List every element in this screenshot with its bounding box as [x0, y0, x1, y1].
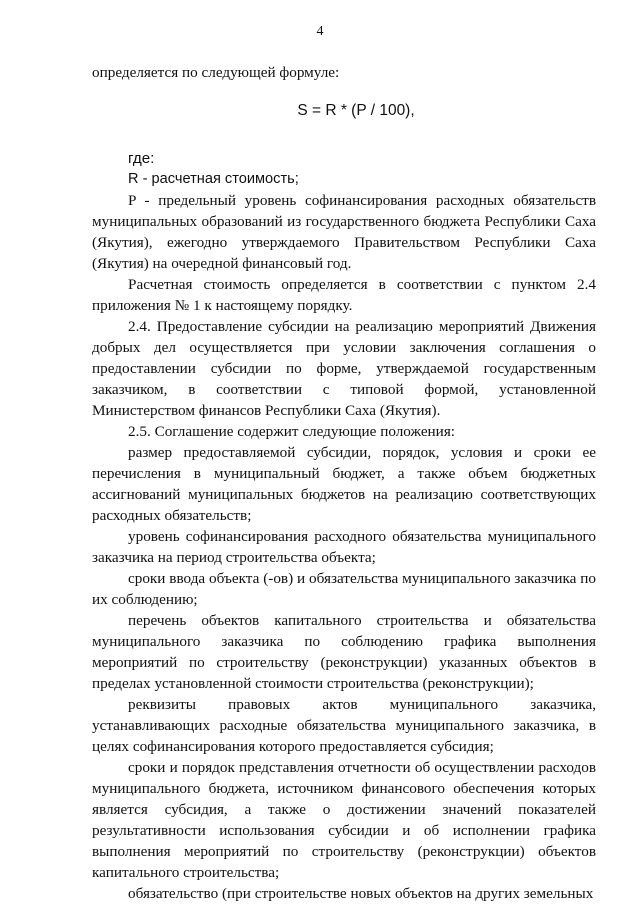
list-item: сроки и порядок представления отчетности об осуществлении расходов муниципального бюджета, источником финансового обеспечения которых является субсидия, а также о достижении значений показателей результативности использования субсидии и об исполнении графика выполнения мероприятий по строительству (реконструкции) объектов капитального строительства; [92, 759, 596, 881]
paragraph-2-5: 2.5. Соглашение содержит следующие положения: [128, 423, 456, 440]
list-item: сроки ввода объекта (-ов) и обязательства муниципального заказчика по их соблюдению; [92, 570, 596, 608]
list-item: уровень софинансирования расходного обязательства муниципального заказчика на период строительства объекта; [92, 528, 596, 566]
paragraph: Расчетная стоимость определяется в соответствии с пунктом 2.4 приложения № 1 к настоящему порядку. [92, 276, 596, 314]
document-body [92, 62, 596, 904]
intro-text: определяется по следующей формуле: [92, 64, 340, 81]
list-item: размер предоставляемой субсидии, порядок, условия и сроки ее перечисления в муниципальный бюджет, а также объем бюджетных ассигнований муниципальных бюджетов на реализацию соответствующих расходных обязательств; [92, 444, 596, 524]
where-label: где: [128, 150, 155, 167]
definition-p: P - предельный уровень софинансирования расходных обязательств муниципальных образований из государственного бюджета Республики Саха (Якутия), ежегодно утверждаемого Правительством Республики Саха (Якутия) на очередной финансовый год. [92, 192, 596, 272]
list-item: перечень объектов капитального строительства и обязательства муниципального заказчика по соблюдению графика выполнения мероприятий по строительству (реконструкции) указанных объектов в пределах установленной стоимости строительства (реконструкции); [92, 612, 596, 692]
definition-r: R - расчетная стоимость; [128, 171, 299, 187]
paragraph-2-4: 2.4. Предоставление субсидии на реализацию мероприятий Движения добрых дел осуществляется при условии заключения соглашения о предоставлении субсидии по форме, утверждаемой государственным заказчиком, в соответствии с типовой формой, установленной Министерством финансов Республики Саха (Якутия). [92, 318, 596, 419]
list-item: реквизиты правовых актов муниципального заказчика, устанавливающих расходные обязательства муниципального заказчика, в целях софинансирования которого предоставляется субсидия; [92, 696, 596, 755]
page-number: 4 [316, 24, 324, 39]
formula: S = R * (P / 100), [297, 102, 415, 119]
list-item: обязательство (при строительстве новых объектов на других земельных [128, 885, 594, 902]
